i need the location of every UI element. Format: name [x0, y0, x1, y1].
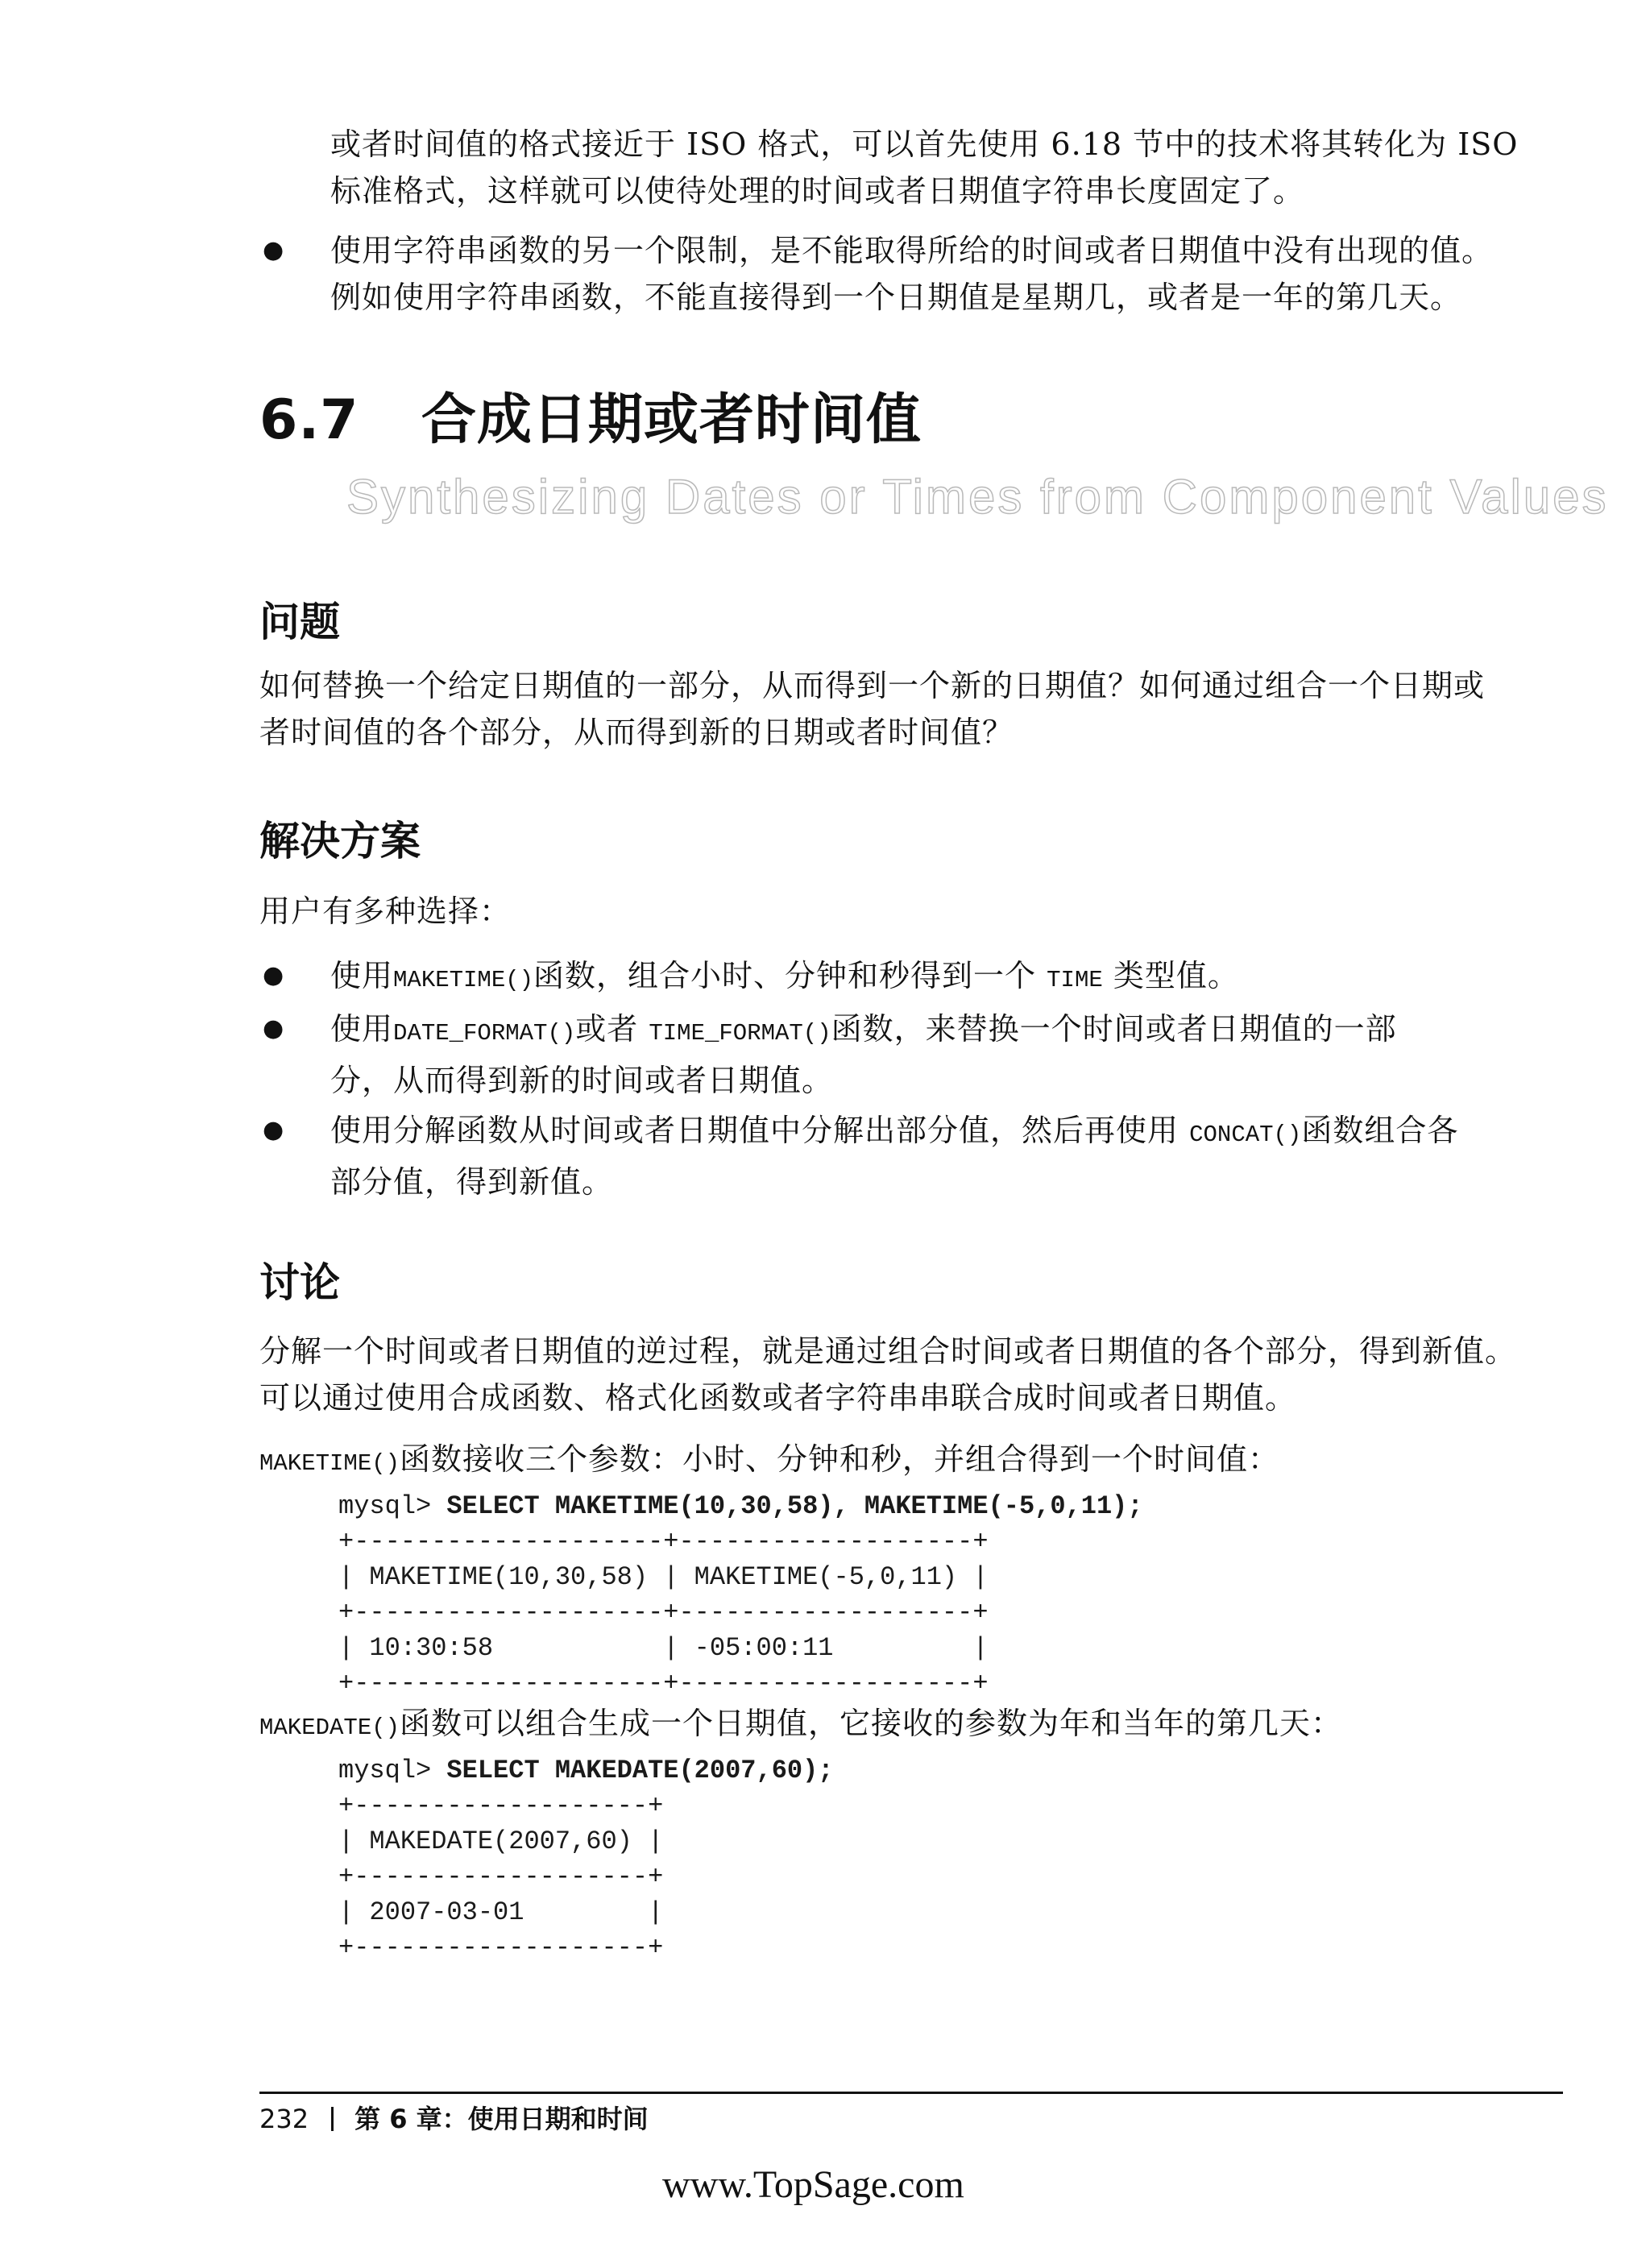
intro-line: 标准格式，这样就可以使待处理的时间或者日期值字符串长度固定了。 — [330, 173, 1305, 209]
inline-code: MAKETIME() — [259, 1450, 400, 1477]
footer-rule — [259, 2092, 1563, 2094]
paragraph-text: 函数可以组合生成一个日期值，它接收的参数为年和当年的第几天： — [400, 1706, 1343, 1741]
problem-heading: 问题 — [259, 599, 340, 645]
bullet-line: 部分值，得到新值。 — [330, 1164, 614, 1200]
table-border: +-------------------+ — [338, 1933, 664, 1963]
paragraph-text: 函数接收三个参数：小时、分钟和秒，并组合得到一个时间值： — [400, 1441, 1280, 1477]
bullet-dot: ● — [263, 1116, 284, 1144]
intro-line: 或者时间值的格式接近于 ISO 格式，可以首先使用 6.18 节中的技术将其转化为 ISO — [330, 126, 1519, 162]
intro-paragraph — [330, 121, 1587, 214]
section-title-text: 合成日期或者时间值 — [421, 388, 922, 452]
maketime-intro — [259, 1436, 1597, 1487]
discussion-line: 可以通过使用合成函数、格式化函数或者字符串串联合成时间或者日期值。 — [259, 1380, 1297, 1416]
chapter-label: 第 6 章：使用日期和时间 — [354, 2104, 649, 2134]
makedate-intro — [259, 1700, 1597, 1752]
table-header: | MAKETIME(10,30,58) | MAKETIME(-5,0,11) | — [338, 1562, 989, 1592]
bullet-line — [330, 1107, 1587, 1159]
bullet-line — [330, 1005, 1587, 1057]
table-border: +--------------------+-------------------+ — [338, 1669, 989, 1698]
code-prompt-line — [338, 1489, 1143, 1524]
discussion-line: 分解一个时间或者日期值的逆过程，就是通过组合时间或者日期值的各个部分，得到新值。 — [259, 1333, 1517, 1369]
solution-intro: 用户有多种选择： — [259, 894, 512, 929]
bullet-text: 使用 — [330, 1011, 394, 1047]
inline-code: TIME_FORMAT() — [649, 1020, 831, 1047]
bullet-dot: ● — [263, 236, 284, 264]
bullet-text: 函数，来替换一个时间或者日期值的一部 — [831, 1011, 1397, 1047]
inline-code: CONCAT() — [1189, 1122, 1302, 1148]
footer-separator — [331, 2107, 334, 2131]
code-prompt-line — [338, 1753, 834, 1789]
inline-code: MAKETIME() — [393, 967, 534, 993]
problem-paragraph — [259, 662, 1589, 756]
bullet-line: 分，从而得到新的时间或者日期值。 — [330, 1063, 834, 1098]
code-query: SELECT MAKETIME(10,30,58), MAKETIME(-5,0,11); — [446, 1491, 1143, 1521]
problem-line: 如何替换一个给定日期值的一部分，从而得到一个新的日期值？如何通过组合一个日期或 — [259, 668, 1486, 703]
table-border: +--------------------+-------------------+ — [338, 1527, 989, 1557]
inline-code: DATE_FORMAT() — [393, 1020, 576, 1047]
bullet-text: 函数，组合小时、分钟和秒得到一个 — [533, 958, 1037, 993]
table-header: | MAKEDATE(2007,60) | — [338, 1826, 664, 1856]
bullet-text: 函数组合各 — [1301, 1113, 1459, 1148]
bullet-text: 类型值。 — [1113, 958, 1239, 993]
bullet-dot: ● — [263, 961, 284, 989]
bullet-text: 或者 — [575, 1011, 639, 1047]
table-border: +-------------------+ — [338, 1791, 664, 1821]
code-prompt: mysql> — [338, 1756, 447, 1785]
table-row: | 10:30:58 | -05:00:11 | — [338, 1633, 989, 1663]
inline-code: TIME — [1047, 967, 1103, 993]
code-block-makedate — [338, 1753, 834, 1966]
bullet-dot: ● — [263, 1014, 284, 1043]
section-number: 6.7 — [259, 388, 359, 452]
page-footer — [259, 2103, 649, 2135]
solution-bullet-3 — [330, 1107, 1587, 1205]
table-row: | 2007-03-01 | — [338, 1897, 664, 1927]
code-prompt: mysql> — [338, 1491, 447, 1521]
solution-heading: 解决方案 — [259, 818, 421, 864]
bullet-line: 使用字符串函数的另一个限制，是不能取得所给的时间或者日期值中没有出现的值。 — [330, 233, 1494, 268]
bullet-text: 使用分解函数从时间或者日期值中分解出部分值，然后再使用 — [330, 1113, 1179, 1148]
bullet-line: 例如使用字符串函数，不能直接得到一个日期值是星期几，或者是一年的第几天。 — [330, 280, 1462, 315]
intro-bullet — [330, 227, 1587, 321]
code-query: SELECT MAKEDATE(2007,60); — [446, 1756, 834, 1785]
table-border: +--------------------+-------------------+ — [338, 1598, 989, 1627]
discussion-heading: 讨论 — [259, 1259, 340, 1306]
discussion-paragraph — [259, 1328, 1597, 1421]
problem-line: 者时间值的各个部分，从而得到新的日期或者时间值？ — [259, 715, 1014, 750]
bullet-text: 使用 — [330, 958, 394, 993]
solution-bullet-2 — [330, 1005, 1587, 1104]
solution-bullet-1 — [330, 952, 1587, 1004]
page-number: 232 — [259, 2104, 309, 2134]
website-watermark: www.TopSage.com — [662, 2163, 964, 2206]
code-block-maketime — [338, 1489, 1143, 1702]
inline-code: MAKEDATE() — [259, 1714, 400, 1741]
section-title — [259, 388, 922, 453]
table-border: +-------------------+ — [338, 1862, 664, 1892]
section-subtitle: Synthesizing Dates or Times from Component Values — [346, 470, 1609, 524]
